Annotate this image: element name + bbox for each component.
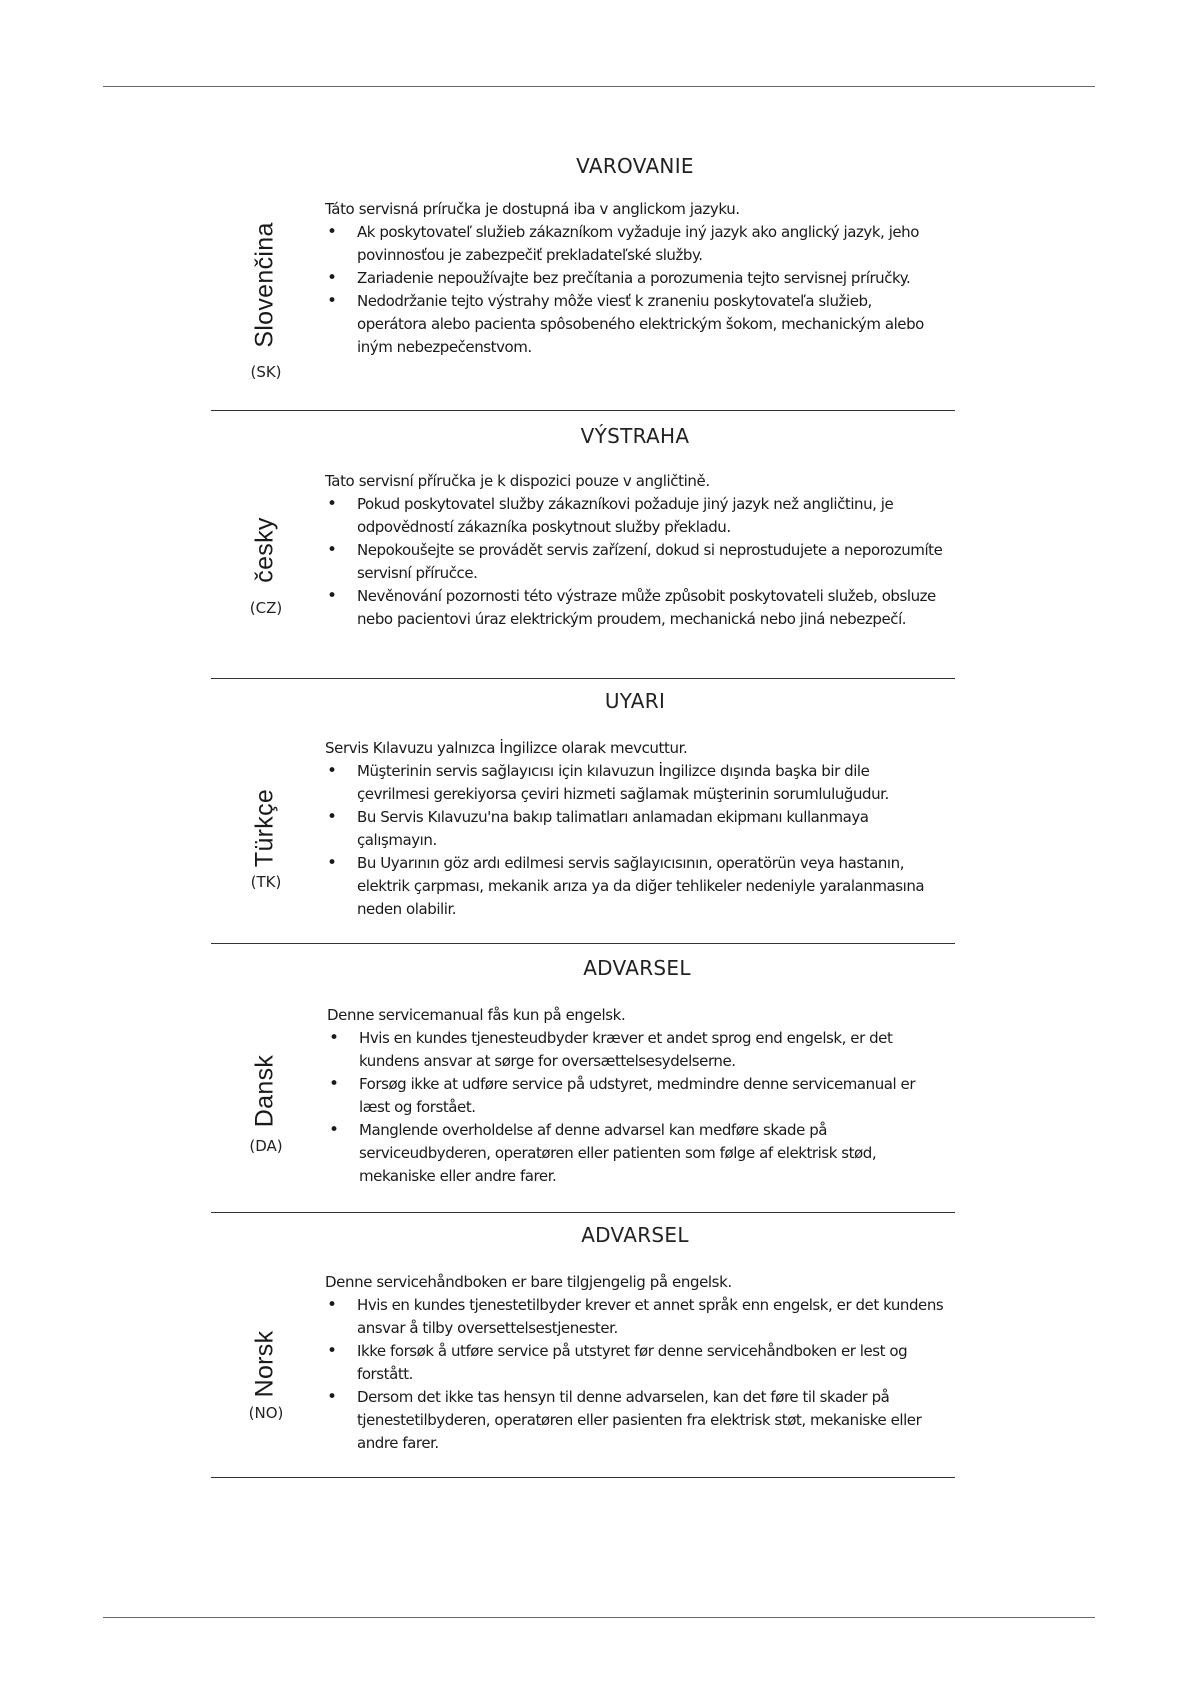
bullet-item: • Hvis en kundes tjenesteudbyder kræver et andet sprog end engelsk, er det kundens ansvar at sørge for oversættelsesydelserne. xyxy=(327,1027,947,1073)
bullet-item: • Müşterinin servis sağlayıcısı için kılavuzun İngilizce dışında başka bir dile çevrilmesi gerekiyorsa çeviri hizmeti sağlamak müşterinin sorumluluğudur. xyxy=(325,760,945,806)
language-code: (CZ) xyxy=(249,599,283,617)
section-content xyxy=(325,679,945,921)
section-heading: VAROVANIE xyxy=(576,154,694,178)
intro-text: Tato servisní příručka je k dispozici pouze v angličtině. xyxy=(325,472,710,490)
bullet-item: • Nepokoušejte se provádět servis zařízení, dokud si neprostudujete a neporozumíte servisní příručce. xyxy=(325,539,945,585)
language-code: (TK) xyxy=(250,873,282,891)
language-sidebar: Norsk (NO) xyxy=(211,1213,321,1477)
section-danish xyxy=(211,944,955,1213)
language-code: (NO) xyxy=(248,1404,284,1422)
top-rule xyxy=(103,86,1095,87)
bullet-item: • Hvis en kundes tjenestetilbyder krever et annet språk enn engelsk, er det kundens ansvar å tilby oversettelsestjenester. xyxy=(325,1294,945,1340)
bullet-item: • Nedodržanie tejto výstrahy môže viesť k zraneniu poskytovateľa služieb, operátora alebo pacienta spôsobeného elektrickým šokom, mechanickým alebo iným nebezpečenstvom. xyxy=(325,290,945,359)
warning-sections xyxy=(211,140,955,1478)
intro-text: Denne servicehåndboken er bare tilgjengelig på engelsk. xyxy=(325,1273,732,1291)
section-turkish xyxy=(211,679,955,944)
bullet-list xyxy=(327,1027,947,1188)
language-sidebar: Türkçe (TK) xyxy=(211,679,321,943)
intro-text: Denne servicemanual fås kun på engelsk. xyxy=(327,1006,626,1024)
section-content xyxy=(325,411,945,631)
section-content xyxy=(325,1213,945,1455)
section-norwegian xyxy=(211,1213,955,1478)
bullet-item: • Ikke forsøk å utføre service på utstyret før denne servicehåndboken er lest og forstått. xyxy=(325,1340,945,1386)
intro-text: Táto servisná príručka je dostupná iba v anglickom jazyku. xyxy=(325,200,740,218)
bullet-item: • Bu Uyarının göz ardı edilmesi servis sağlayıcısının, operatörün veya hastanın, elektrik çarpması, mekanik arıza ya da diğer tehlikeler nedeniyle yaralanmasına neden olabilir. xyxy=(325,852,945,921)
bottom-rule xyxy=(103,1617,1095,1618)
bullet-list xyxy=(325,760,945,921)
section-heading: ADVARSEL xyxy=(583,956,691,980)
bullet-list xyxy=(325,221,945,359)
section-content xyxy=(327,944,947,1188)
language-code: (DA) xyxy=(249,1137,283,1155)
section-heading: ADVARSEL xyxy=(581,1223,689,1247)
bullet-item: • Ak poskytovateľ služieb zákazníkom vyžaduje iný jazyk ako anglický jazyk, jeho povinnosťou je zabezpečiť prekladateľské služby. xyxy=(325,221,945,267)
bullet-item: • Manglende overholdelse af denne advarsel kan medføre skade på serviceudbyderen, operatøren eller patienten som følge af elektrisk stød, mekaniske eller andre farer. xyxy=(327,1119,947,1188)
section-heading: UYARI xyxy=(604,689,666,713)
language-code: (SK) xyxy=(250,363,282,381)
language-sidebar: Dansk (DA) xyxy=(211,944,321,1212)
bullet-list xyxy=(325,1294,945,1455)
intro-text: Servis Kılavuzu yalnızca İngilizce olarak mevcuttur. xyxy=(325,739,688,757)
bullet-item: • Nevěnování pozornosti této výstraze může způsobit poskytovateli služeb, obsluze nebo pacientovi úraz elektrickým proudem, mechanická nebo jiná nebezpečí. xyxy=(325,585,945,631)
section-heading: VÝSTRAHA xyxy=(580,424,690,448)
bullet-list xyxy=(325,493,945,631)
section-content xyxy=(325,140,945,359)
language-sidebar: česky (CZ) xyxy=(211,411,321,678)
bullet-item: • Forsøg ikke at udføre service på udstyret, medmindre denne servicemanual er læst og forstået. xyxy=(327,1073,947,1119)
bullet-item: • Dersom det ikke tas hensyn til denne advarselen, kan det føre til skader på tjenestetilbyderen, operatøren eller pasienten fra elektrisk støt, mekaniske eller andre farer. xyxy=(325,1386,945,1455)
bullet-item: • Pokud poskytovatel služby zákazníkovi požaduje jiný jazyk než angličtinu, je odpovědností zákazníka poskytnout služby překladu. xyxy=(325,493,945,539)
bullet-item: • Zariadenie nepoužívajte bez prečítania a porozumenia tejto servisnej príručky. xyxy=(325,267,945,290)
language-sidebar: Slovenčina (SK) xyxy=(211,140,321,410)
bullet-item: • Bu Servis Kılavuzu'na bakıp talimatları anlamadan ekipmanı kullanmaya çalışmayın. xyxy=(325,806,945,852)
section-czech xyxy=(211,411,955,679)
section-slovak xyxy=(211,140,955,411)
